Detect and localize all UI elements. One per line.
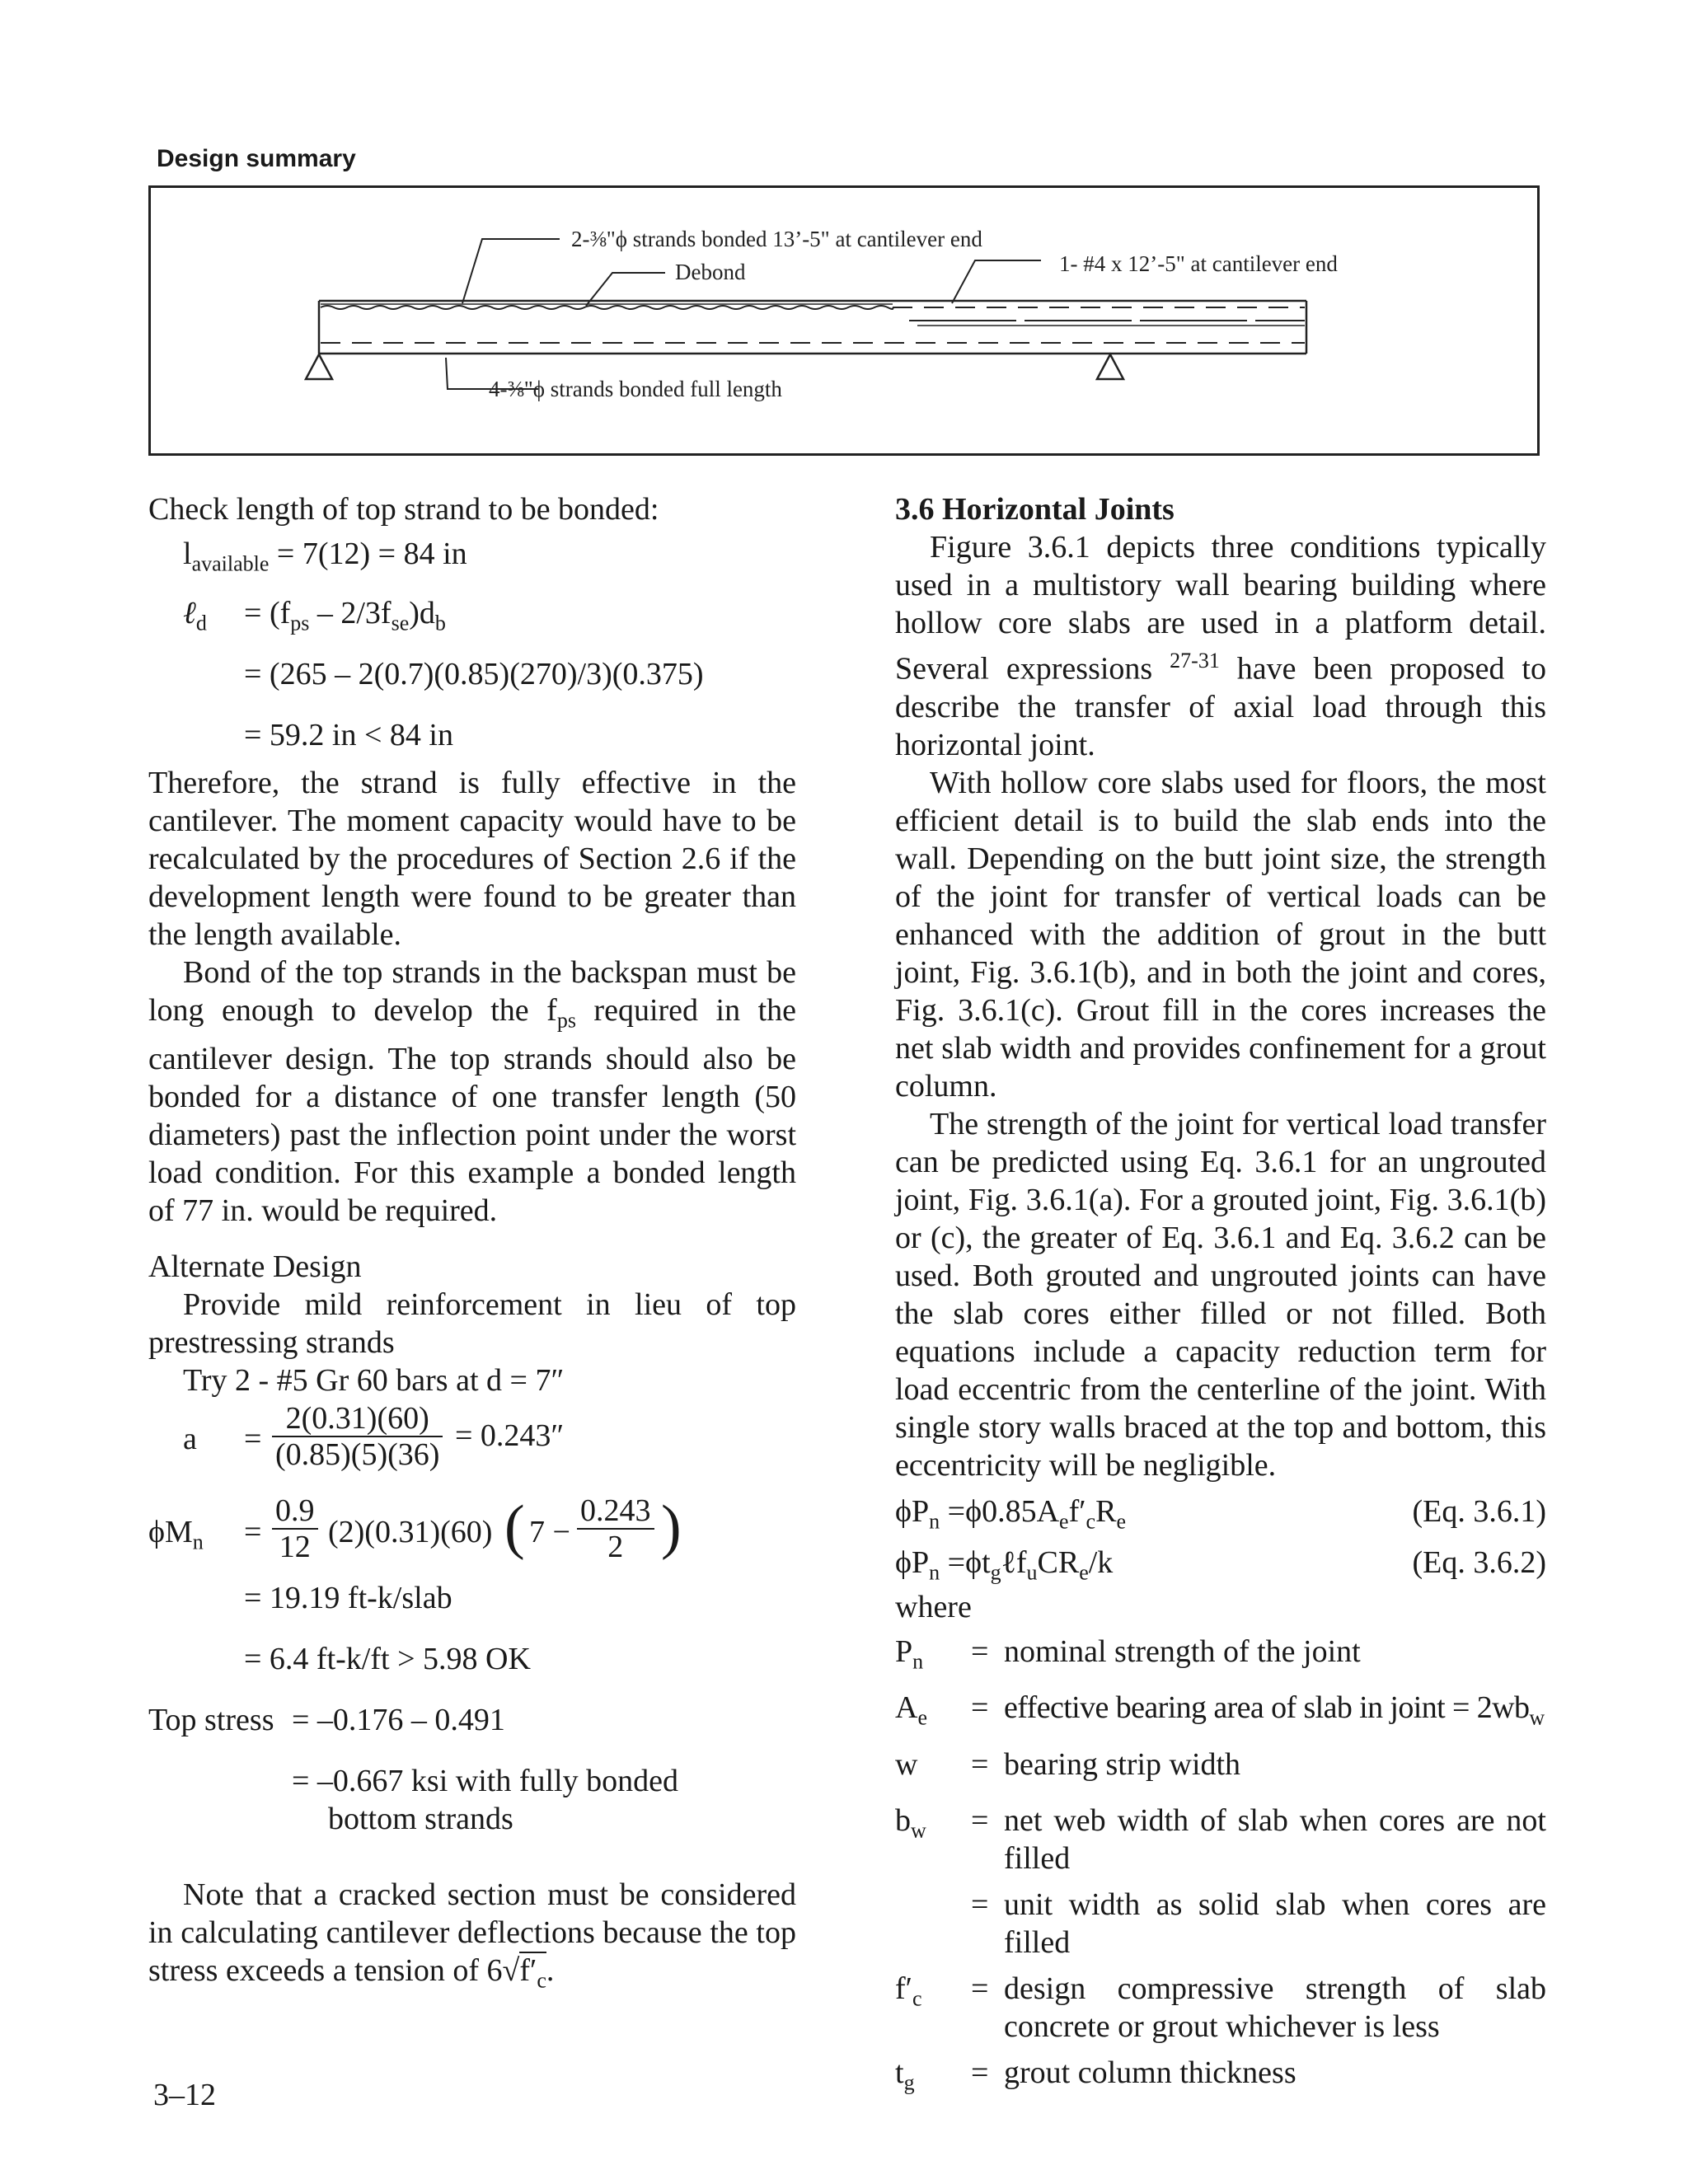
definition-item: $b_w$ = net web width of slab when cores are not filled (895, 1803, 1546, 1877)
top-stress-line3: bottom strands (328, 1801, 513, 1836)
ld-equation-line2: = (265 – 2(0.7)(0.85)(270)/3)(0.375) (244, 657, 704, 691)
paragraph-bond: Bond of the top strands in the backspan must be long enough to develop the $f_{ps}$ required in the cantilever design. The top strands should also be bonded for a distance of one transfer length (50 diameters) past the inflection point under the worst load condition. For this example a bonded length of 77 in. would be required. (148, 955, 796, 1228)
left-column (148, 490, 796, 1999)
equation-label-1: (Eq. 3.6.1) (1412, 1493, 1546, 1529)
definitions-list (895, 1633, 1546, 2102)
page-number: 3–12 (153, 2078, 216, 2112)
paragraph-joint-strength: The strength of the joint for vertical load transfer can be predicted using Eq. 3.6.1 for an ungrouted joint, Fig. 3.6.1(a). For a grouted joint, Fig. 3.6.1(b) or (c), the greater of Eq. 3.6.1 and Eq. 3.6.2 can be used. Both grouted and ungrouted joints can have the slab cores either filled or not filled. Both equations include a capacity reduction term for load eccentric from the centerline of the joint. With single story walls braced at the top and bottom, this eccentricity will be negligible. (895, 1106, 1546, 1483)
note-cracked-section: Note that a cracked section must be considered in calculating cantilever deflections because the top stress exceeds a tension of $6√f'_c$. (148, 1877, 796, 1993)
section-heading: 3.6 Horizontal Joints (895, 492, 1175, 527)
paragraph-hollow-core: With hollow core slabs used for floors, the most efficient detail is to build the slab ends into the wall. Depending on the butt joint size, the strength of the joint for transfer of vertical loads can be enhanced with the addition of grout in the butt joint, Fig. 3.6.1(b), and in both the joint and cores, Fig. 3.6.1(c). Grout fill in the cores increases the net slab width and provides confinement for a grout column. (895, 765, 1546, 1104)
a-fraction: $\frac{2(0.31)(60)}{(0.85)(5)(36)}$ (272, 1401, 443, 1472)
where-label: where (895, 1589, 972, 1624)
paragraph-therefore: Therefore, the strand is fully effective in the cantilever. The moment capacity would have to be recalculated by the procedures of Section 2.6 if the development length were found to be greater than the length available. (148, 766, 796, 952)
paragraph-figure-361: Figure 3.6.1 depicts three conditions typically used in a multistory wall bearing building where hollow core slabs are used in a platform detail. Several expressions $^{27-31}$ have been proposed to describe the transfer of axial load through this horizontal joint. (895, 530, 1546, 762)
label-rebar: 1- #4 x 12’-5" at cantilever end (1059, 251, 1338, 276)
ld-equation-line3: = 59.2 in < 84 in (244, 718, 453, 752)
definition-item: = unit width as solid slab when cores are filled (971, 1887, 1546, 1961)
sqrt-icon: √ (502, 1952, 520, 1988)
leader-rebar (952, 260, 1041, 303)
l-available-line: $l_{available} = 7(12) = 84$ in (183, 537, 467, 576)
definition-item: $A_e$ = effective bearing area of slab in joint = $2wb_w$ (895, 1690, 1545, 1730)
label-debond: Debond (675, 260, 746, 284)
phimn-fraction-2: $\frac{0.243}{2}$ (577, 1493, 654, 1564)
top-stress-line2: = –0.667 ksi with fully bonded (292, 1763, 678, 1798)
right-support (1097, 354, 1123, 379)
top-stress-line1: Top stress = –0.176 – 0.491 (148, 1702, 505, 1737)
leader-top-bonded (462, 239, 560, 303)
equation-3-6-2: $\phi P_n$ $=\phi t_g\ell f_uCR_e/k$ (Eq. 3.6.2) (895, 1544, 1546, 1585)
phimn-line3: = 6.4 ft-k/ft > 5.98 OK (244, 1641, 531, 1676)
equation-label-2: (Eq. 3.6.2) (1412, 1544, 1546, 1580)
right-column (895, 490, 1546, 2102)
phimn-line2: = 19.19 ft-k/slab (244, 1580, 452, 1615)
phimn-equation: $\phi M_n$ = $\frac{0.9}{12}$ (2)(0.31)(60) ( 7 − $\frac{0.243}{2}$ ) (148, 1493, 682, 1564)
beam-diagram (151, 188, 1537, 453)
design-summary-figure (148, 185, 1540, 456)
try-bars: Try 2 - #5 Gr 60 bars at d = 7″ (183, 1362, 565, 1398)
definition-item: $f'_c$ = design compressive strength of slab concrete or grout whichever is less (895, 1971, 1546, 2045)
ld-equation-line1: ℓ$_d$ = $(f_{ps} - 2/3f_{se})d_b$ (183, 596, 446, 635)
definition-item: w = bearing strip width (895, 1746, 1241, 1782)
equation-3-6-1: $\phi P_n =\phi 0.85A_ef'_cR_e$ (Eq. 3.6.1) (895, 1493, 1546, 1534)
definition-item: $t_g$ = grout column thickness (895, 2055, 1296, 2096)
debonded-strand (321, 306, 893, 309)
alternate-design-text: Provide mild reinforcement in lieu of top prestressing strands (148, 1286, 796, 1360)
alternate-design-heading: Alternate Design (148, 1249, 362, 1284)
left-support (306, 354, 332, 379)
check-heading: Check length of top strand to be bonded: (148, 492, 659, 527)
figure-title: Design summary (157, 145, 356, 172)
definition-item: $P_n$ = nominal strength of the joint (895, 1633, 1361, 1674)
label-top-bonded: 2-⅜"ϕ strands bonded 13’-5" at cantilever end (571, 227, 982, 251)
label-bottom-strands: 4-⅜"ϕ strands bonded full length (489, 377, 782, 401)
phimn-fraction-1: $\frac{0.9}{12}$ (272, 1493, 318, 1564)
a-equation: a = $\frac{2(0.31)(60)}{(0.85)(5)(36)}$ = 0.243″ (183, 1400, 565, 1472)
